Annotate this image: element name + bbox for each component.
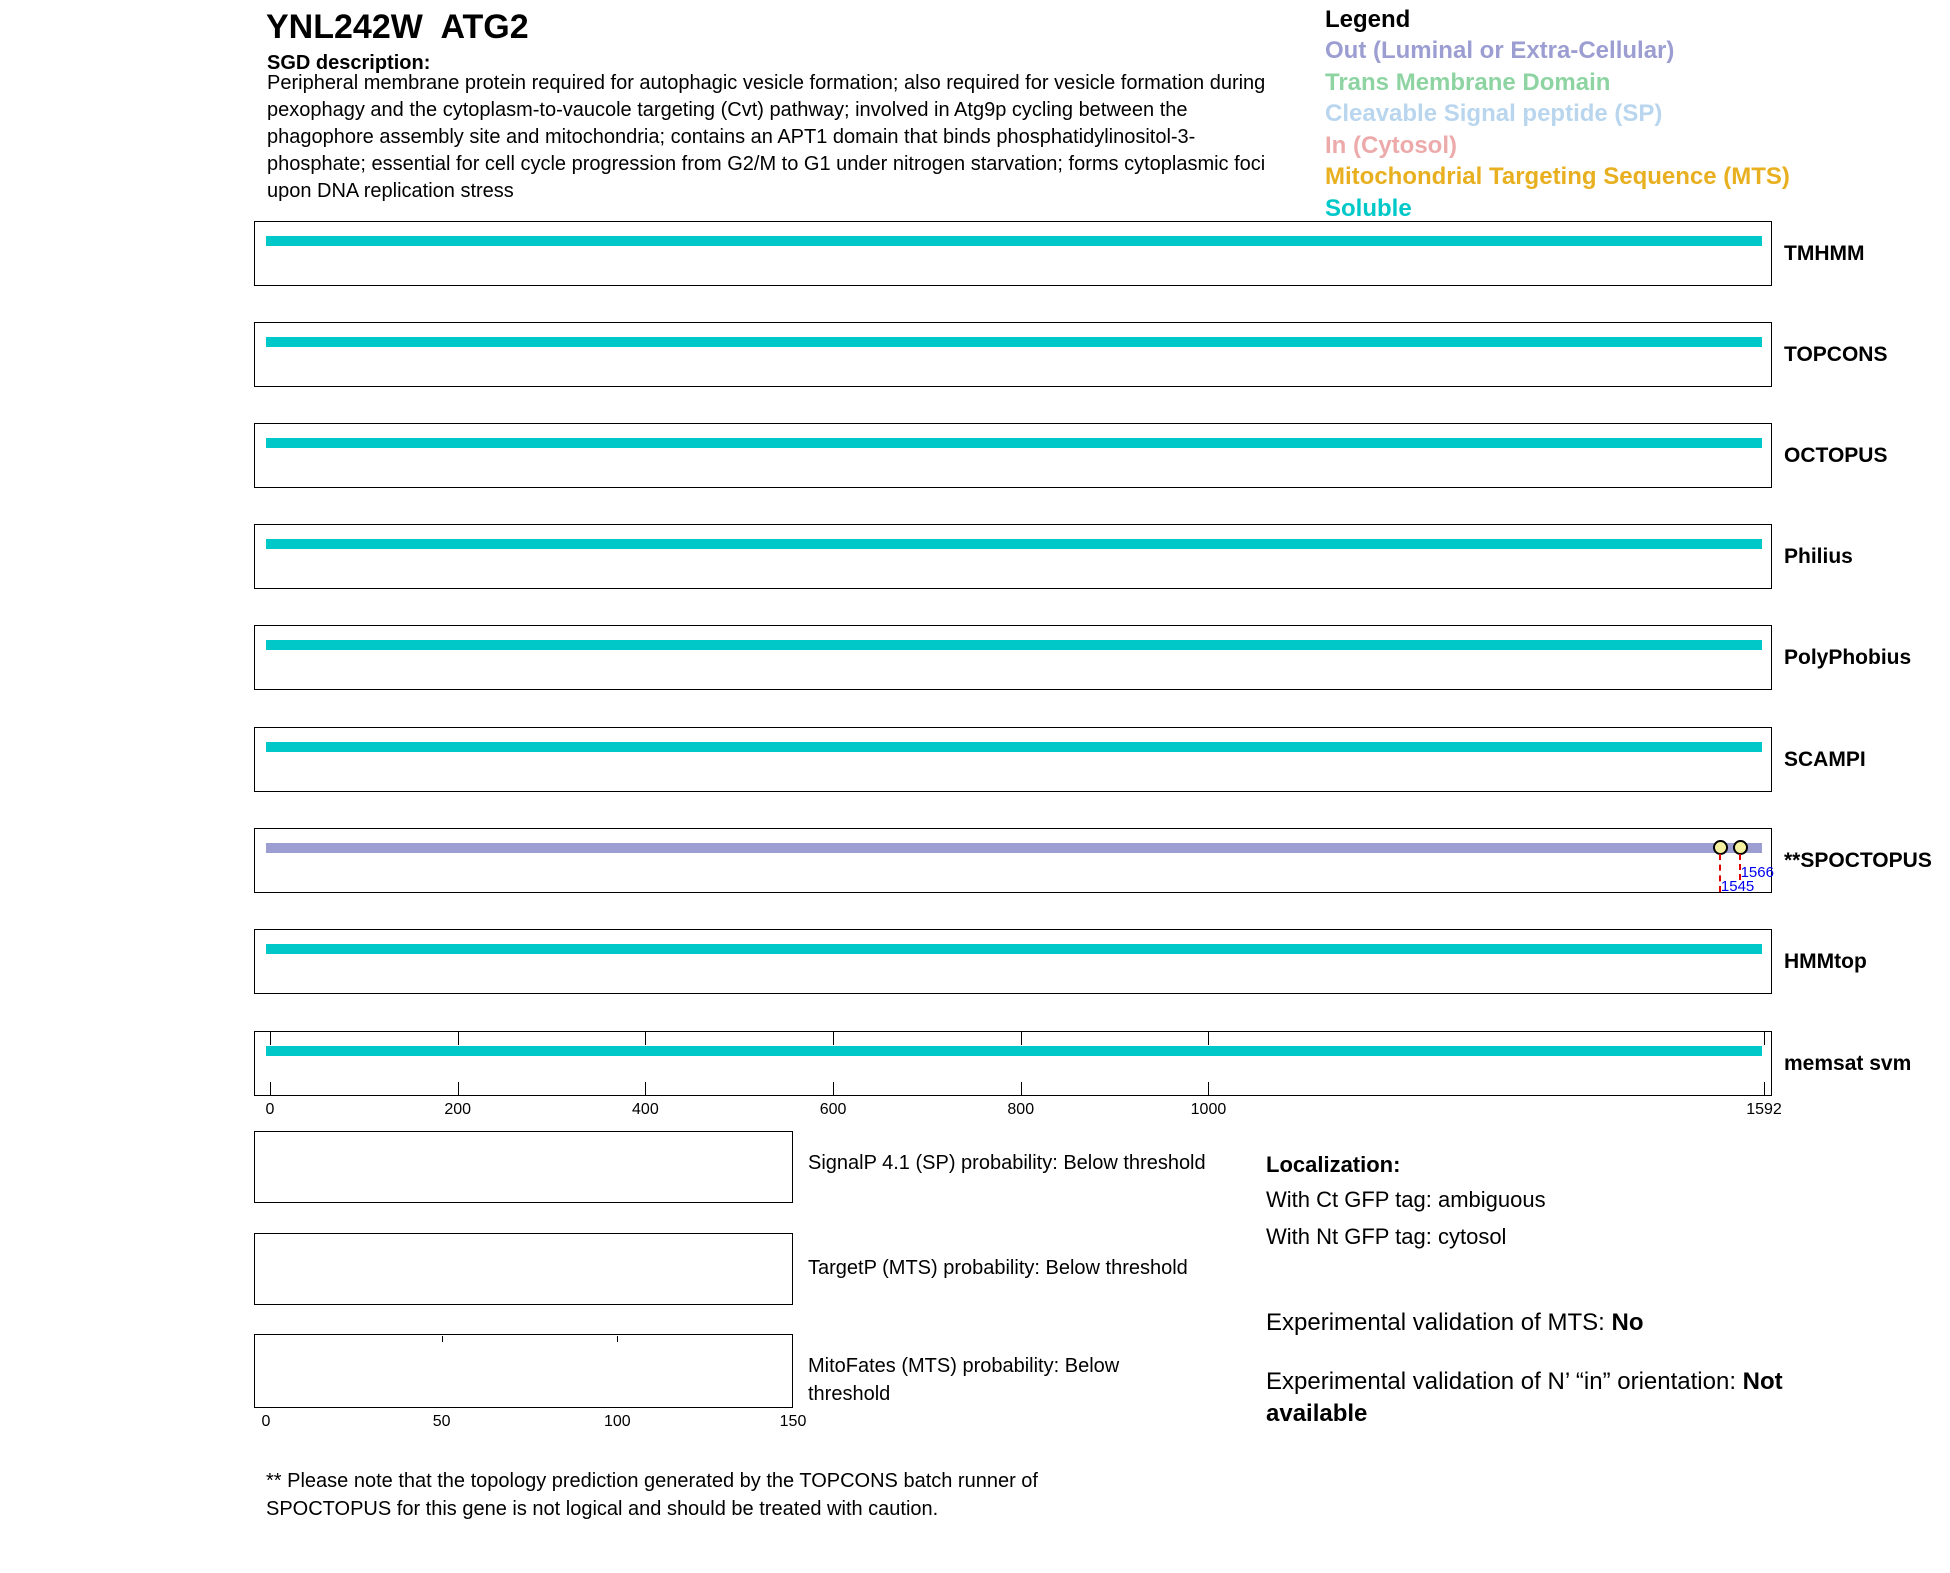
axis-tick-label: 200: [444, 1101, 472, 1118]
track-label: OCTOPUS: [1784, 444, 1888, 467]
axis-tick-label: 600: [819, 1101, 847, 1118]
track-label: SCAMPI: [1784, 748, 1866, 771]
track-bar-out: [266, 843, 1762, 853]
axis-tick-label: 1592: [1746, 1101, 1782, 1118]
axis-tick-mark: [458, 1082, 459, 1095]
track-label: TOPCONS: [1784, 343, 1888, 366]
mitofates-tick-label: 50: [432, 1413, 451, 1430]
legend: [1325, 4, 1790, 224]
track-bar-soluble: [266, 944, 1762, 954]
track-bar-soluble: [266, 337, 1762, 347]
axis-tick-label: 1000: [1190, 1101, 1227, 1118]
localization-nt: With Nt GFP tag: cytosol: [1266, 1224, 1507, 1249]
marker-label: 1566: [1740, 864, 1774, 881]
track-label: HMMtop: [1784, 950, 1867, 973]
marker-label: 1545: [1720, 878, 1755, 895]
legend-item-soluble: Soluble: [1325, 194, 1412, 222]
axis-tick-mark: [1021, 1082, 1022, 1095]
sgd-description-label: SGD description:: [267, 52, 431, 74]
orientation-validation-value: Not available: [1266, 1368, 1783, 1427]
legend-title: Legend: [1325, 6, 1411, 33]
orientation-validation-label: Experimental validation of N’ “in” orientation:: [1266, 1368, 1743, 1395]
axis-tick-mark: [1764, 1032, 1765, 1045]
track-box-0: [254, 221, 1772, 286]
footnote: ** Please note that the topology prediction generated by the TOPCONS batch runner of SPOCTOPUS for this gene is not logical and should be treated with caution.: [266, 1470, 1038, 1520]
mitofates-probability-text: MitoFates (MTS) probability: Below threshold: [808, 1355, 1120, 1405]
targetp-plot-box: [254, 1233, 793, 1305]
axis-tick-label: 800: [1007, 1101, 1035, 1118]
track-bar-soluble: [266, 438, 1762, 448]
track-box-3: [254, 524, 1772, 589]
axis-tick-mark: [833, 1032, 834, 1045]
mts-validation-label: Experimental validation of MTS:: [1266, 1309, 1612, 1336]
legend-item-tm: Trans Membrane Domain: [1325, 68, 1611, 96]
track-bar-soluble: [266, 742, 1762, 752]
track-bar-soluble: [266, 539, 1762, 549]
axis-tick-mark: [270, 1082, 271, 1095]
track-box-5: [254, 727, 1772, 792]
track-box-8: [254, 1031, 1772, 1096]
axis-tick-label: 400: [632, 1101, 659, 1118]
track-label: **SPOCTOPUS: [1784, 849, 1932, 872]
marker-circle: [1733, 840, 1748, 855]
track-box-1: [254, 322, 1772, 387]
orientation-validation: [1266, 1366, 1866, 1430]
track-label: Philius: [1784, 545, 1853, 568]
track-bar-soluble: [266, 1046, 1762, 1056]
track-bar-soluble: [266, 640, 1762, 650]
axis-tick-mark: [833, 1082, 834, 1095]
mitofates-tick-label: 150: [779, 1413, 807, 1430]
mitofates-tick-mark: [442, 1336, 443, 1342]
legend-item-out: Out (Luminal or Extra-Cellular): [1325, 37, 1675, 64]
track-label: memsat svm: [1784, 1052, 1912, 1075]
track-box-6: [254, 828, 1772, 893]
legend-item-mts: Mitochondrial Targeting Sequence (MTS): [1325, 163, 1790, 190]
track-label: TMHMM: [1784, 242, 1865, 265]
track-box-2: [254, 423, 1772, 488]
gene-title: YNL242W ATG2: [266, 8, 529, 46]
mitofates-tick-label: 0: [261, 1413, 271, 1430]
legend-item-sp: Cleavable Signal peptide (SP): [1325, 100, 1663, 127]
localization-title: Localization:: [1266, 1152, 1401, 1177]
marker-circle: [1713, 840, 1728, 855]
axis-tick-mark: [1208, 1082, 1209, 1095]
axis-tick-mark: [645, 1032, 646, 1045]
axis-tick-mark: [1021, 1032, 1022, 1045]
track-bar-soluble: [266, 236, 1762, 246]
axis-tick-mark: [1764, 1082, 1765, 1095]
localization-ct: With Ct GFP tag: ambiguous: [1266, 1187, 1546, 1212]
axis-tick-mark: [645, 1082, 646, 1095]
targetp-probability-text: TargetP (MTS) probability: Below threshold: [808, 1257, 1188, 1279]
signalp-probability-text: SignalP 4.1 (SP) probability: Below threshold: [808, 1152, 1206, 1174]
sgd-description-text: Peripheral membrane protein required for autophagic vesicle formation; also required for vesicle formation during pexophagy and the cytoplasm-to-vaucole targeting (Cvt) pathway; involved in Atg9p cycling between the phagophore assembly site and mitochondria; contains an APT1 domain that binds phosphatidylinositol-3-phosphate; essential for cell cycle progression from G2/M to G1 under nitrogen starvation; forms cytoplasmic foci upon DNA replication stress: [267, 72, 1266, 202]
signalp-plot-box: [254, 1131, 793, 1203]
axis-tick-label: 0: [265, 1101, 275, 1118]
track-label: PolyPhobius: [1784, 646, 1912, 669]
mitofates-tick-label: 100: [603, 1413, 631, 1430]
track-box-7: [254, 929, 1772, 994]
mitofates-tick-mark: [617, 1336, 618, 1342]
axis-tick-mark: [1208, 1032, 1209, 1045]
legend-item-in: In (Cytosol): [1325, 131, 1457, 159]
mts-validation: [1266, 1307, 1866, 1339]
axis-tick-mark: [458, 1032, 459, 1045]
mts-validation-value: No: [1611, 1309, 1644, 1336]
track-box-4: [254, 625, 1772, 690]
mitofates-plot-box: [254, 1334, 793, 1408]
axis-tick-mark: [270, 1032, 271, 1045]
